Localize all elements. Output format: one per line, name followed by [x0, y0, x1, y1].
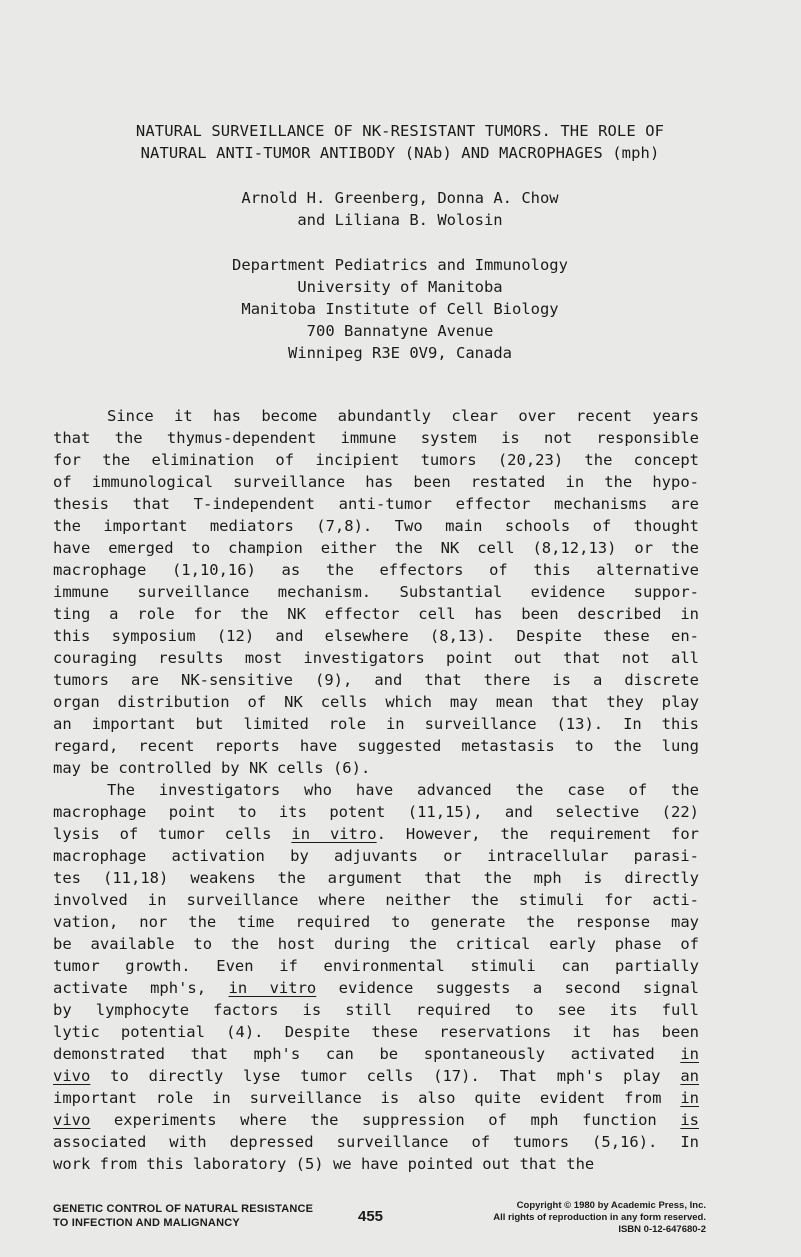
- copyright-line-1: Copyright © 1980 by Academic Press, Inc.: [516, 1200, 706, 1211]
- italic-term: vivo: [53, 1067, 91, 1085]
- affiliation-line-3: Manitoba Institute of Cell Biology: [241, 300, 559, 318]
- body-line: organ distribution of NK cells which may mean that they play: [53, 693, 699, 711]
- body-line: of immunological surveillance has been restated in the hypo-: [53, 473, 699, 491]
- body-line: lytic potential (4). Despite these reservations it has been: [53, 1023, 699, 1041]
- footer-left-line-1: GENETIC CONTROL OF NATURAL RESISTANCE: [53, 1203, 314, 1215]
- body-line: for the elimination of incipient tumors (20,23) the concept: [53, 451, 699, 469]
- body-line: associated with depressed surveillance of tumors (5,16). In: [53, 1133, 699, 1151]
- italic-term: in: [680, 1045, 699, 1063]
- affiliation-block: [120, 254, 680, 364]
- body-line: [53, 1065, 699, 1087]
- italic-term: vivo: [53, 1111, 91, 1129]
- text-run: activate mph's,: [53, 979, 229, 997]
- body-line: immune surveillance mechanism. Substantial evidence suppor-: [53, 583, 699, 601]
- body-line: regard, recent reports have suggested metastasis to the lung: [53, 737, 699, 755]
- body-line: Since it has become abundantly clear over recent years: [107, 407, 699, 425]
- italic-term: in vitro: [291, 825, 377, 843]
- underlined-word: is: [680, 1111, 699, 1129]
- italic-term: in: [680, 1089, 699, 1107]
- body-line: be available to the host during the critical early phase of: [53, 935, 699, 953]
- body-line: [53, 1043, 699, 1065]
- body-line: [53, 977, 699, 999]
- underlined-word: an: [680, 1067, 699, 1085]
- text-run: lysis of tumor cells: [53, 825, 292, 843]
- article-title: [80, 120, 720, 164]
- page-number: 455: [358, 1208, 384, 1225]
- footer-left-line-2: TO INFECTION AND MALIGNANCY: [53, 1217, 240, 1229]
- body-line: [53, 1109, 699, 1131]
- body-line: that the thymus-dependent immune system is not responsible: [53, 429, 699, 447]
- book-title-footer: [53, 1202, 313, 1230]
- affiliation-line-4: 700 Bannatyne Avenue: [306, 322, 494, 340]
- affiliation-line-1: Department Pediatrics and Immunology: [232, 256, 568, 274]
- author-list: [120, 187, 680, 231]
- body-line: have emerged to champion either the NK cell (8,12,13) or the: [53, 539, 699, 557]
- paragraph-1: [53, 405, 699, 779]
- copyright-notice: [493, 1200, 706, 1236]
- title-line-2: NATURAL ANTI-TUMOR ANTIBODY (NAb) AND MACROPHAGES (mph): [140, 144, 660, 162]
- authors-line-2: and Liliana B. Wolosin: [297, 211, 503, 229]
- body-line: tumors are NK-sensitive (9), and that there is a discrete: [53, 671, 699, 689]
- text-run: experiments where the suppression of mph function: [90, 1111, 681, 1129]
- text-run: evidence suggests a second signal: [316, 979, 699, 997]
- affiliation-line-5: Winnipeg R3E 0V9, Canada: [288, 344, 512, 362]
- body-line: tes (11,18) weakens the argument that the mph is directly: [53, 869, 699, 887]
- copyright-line-2: All rights of reproduction in any form reserved.: [493, 1212, 706, 1223]
- body-line: involved in surveillance where neither the stimuli for acti-: [53, 891, 699, 909]
- body-line: an important but limited role in surveillance (13). In this: [53, 715, 699, 733]
- authors-line-1: Arnold H. Greenberg, Donna A. Chow: [241, 189, 559, 207]
- text-run: important role in surveillance is also quite evident from: [53, 1089, 681, 1107]
- isbn-line: ISBN 0-12-647680-2: [618, 1224, 706, 1235]
- body-line: [53, 823, 699, 845]
- body-line: tumor growth. Even if environmental stimuli can partially: [53, 957, 699, 975]
- paragraph-2: [53, 779, 699, 1175]
- body-line: this symposium (12) and elsewhere (8,13). Despite these en-: [53, 627, 699, 645]
- body-line: macrophage point to its potent (11,15), and selective (22): [53, 803, 699, 821]
- body-text: [53, 405, 699, 1175]
- body-line: thesis that T-independent anti-tumor effector mechanisms are: [53, 495, 699, 513]
- body-line: The investigators who have advanced the case of the: [107, 781, 699, 799]
- body-line: ting a role for the NK effector cell has been described in: [53, 605, 699, 623]
- italic-term: in vitro: [228, 979, 317, 997]
- text-run: . However, the requirement for: [376, 825, 699, 843]
- body-line: by lymphocyte factors is still required to see its full: [53, 1001, 699, 1019]
- body-line: the important mediators (7,8). Two main schools of thought: [53, 517, 699, 535]
- text-run: to directly lyse tumor cells (17). That mph's play: [90, 1067, 681, 1085]
- affiliation-line-2: University of Manitoba: [297, 278, 503, 296]
- body-line: may be controlled by NK cells (6).: [53, 759, 371, 777]
- body-line: macrophage activation by adjuvants or intracellular parasi-: [53, 847, 699, 865]
- title-line-1: NATURAL SURVEILLANCE OF NK-RESISTANT TUMORS. THE ROLE OF: [135, 122, 665, 140]
- body-line: work from this laboratory (5) we have pointed out that the: [53, 1155, 595, 1173]
- body-line: vation, nor the time required to generate the response may: [53, 913, 699, 931]
- body-line: macrophage (1,10,16) as the effectors of this alternative: [53, 561, 699, 579]
- text-run: demonstrated that mph's can be spontaneously activated: [53, 1045, 681, 1063]
- body-line: [53, 1087, 699, 1109]
- body-line: couraging results most investigators point out that not all: [53, 649, 699, 667]
